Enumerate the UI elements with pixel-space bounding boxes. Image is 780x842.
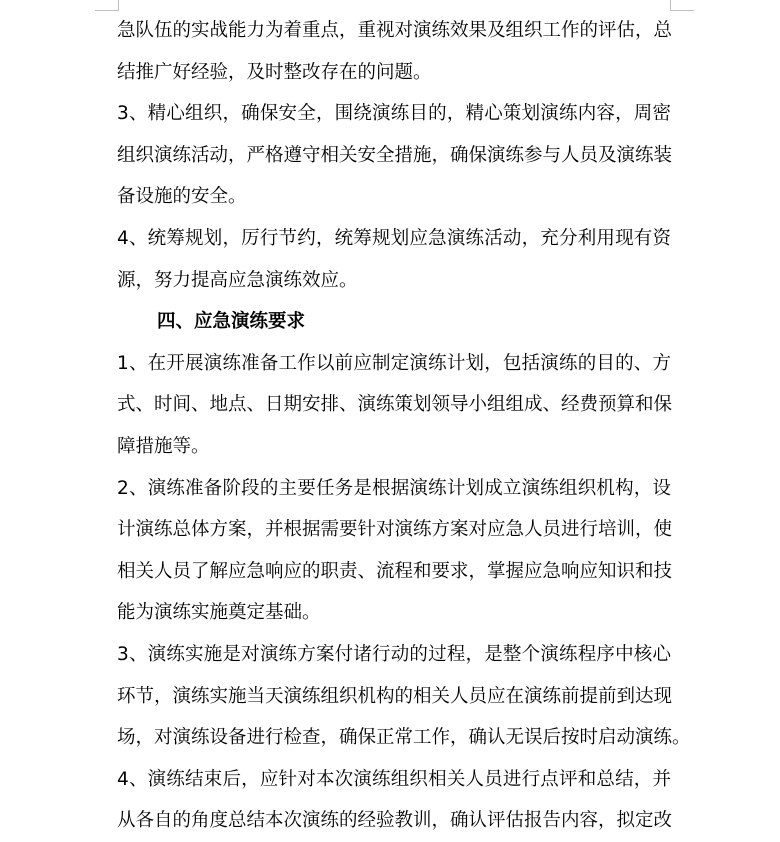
text-line: 备设施的安全。 bbox=[117, 186, 247, 208]
text-line: 结推广好经验，及时整改存在的问题。 bbox=[117, 61, 432, 83]
text-line: 3、精心组织，确保安全，围绕演练目的，精心策划演练内容，周密 bbox=[117, 103, 671, 125]
text-line: 2、演练准备阶段的主要任务是根据演练计划成立演练组织机构，设 bbox=[117, 477, 671, 499]
text-line: 障措施等。 bbox=[117, 435, 210, 457]
text-line: 4、统筹规划，厉行节约，统筹规划应急演练活动，充分利用现有资 bbox=[117, 227, 671, 249]
text-line: 从各自的角度总结本次演练的经验教训，确认评估报告内容，拟定改 bbox=[117, 810, 673, 832]
margin-corner-mark-top-right bbox=[670, 0, 694, 11]
margin-corner-mark-top-left bbox=[95, 0, 119, 11]
text-line: 环节，演练实施当天演练组织机构的相关人员应在演练前提前到达现 bbox=[117, 685, 673, 707]
text-line: 组织演练活动，严格遵守相关安全措施，确保演练参与人员及演练装 bbox=[117, 144, 673, 166]
text-line: 源，努力提高应急演练效应。 bbox=[117, 269, 358, 291]
text-line: 4、演练结束后，应针对本次演练组织相关人员进行点评和总结，并 bbox=[117, 768, 671, 790]
text-line: 计演练总体方案，并根据需要针对演练方案对应急人员进行培训，使 bbox=[117, 519, 673, 541]
text-line: 场，对演练设备进行检查，确保正常工作，确认无误后按时启动演练。 bbox=[117, 727, 691, 749]
text-line: 式、时间、地点、日期安排、演练策划领导小组组成、经费预算和保 bbox=[117, 394, 673, 416]
document-body[interactable] bbox=[117, 10, 691, 842]
text-line: 3、演练实施是对演练方案付诸行动的过程，是整个演练程序中核心 bbox=[117, 643, 671, 665]
text-line: 急队伍的实战能力为着重点，重视对演练效果及组织工作的评估，总 bbox=[117, 20, 673, 41]
text-line: 能为演练实施奠定基础。 bbox=[117, 602, 321, 624]
section-heading: 四、应急演练要求 bbox=[157, 311, 306, 333]
text-line: 1、在开展演练准备工作以前应制定演练计划，包括演练的目的、方 bbox=[117, 352, 671, 374]
text-line: 相关人员了解应急响应的职责、流程和要求，掌握应急响应知识和技 bbox=[117, 560, 673, 582]
